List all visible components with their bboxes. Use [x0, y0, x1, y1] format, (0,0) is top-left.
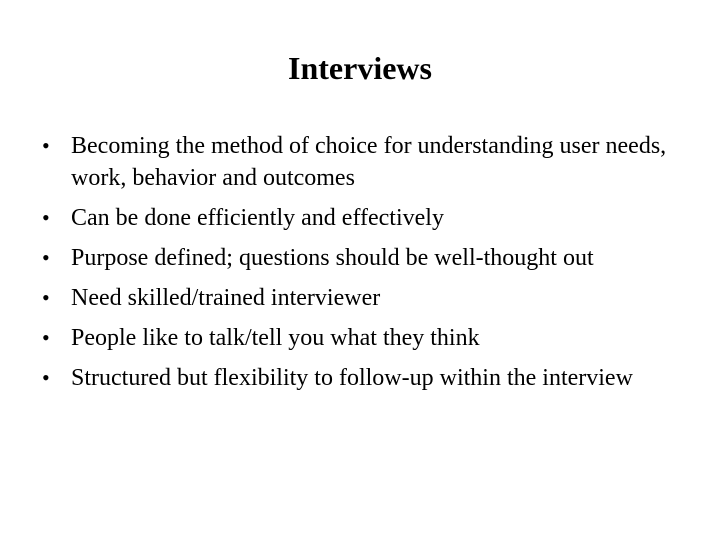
bullet-text: People like to talk/tell you what they think — [71, 325, 480, 351]
bullet-item — [42, 202, 692, 234]
bullet-icon: • — [42, 285, 50, 310]
bullet-item — [42, 282, 692, 314]
bullet-icon: • — [42, 365, 50, 390]
bullet-text: Becoming the method of choice for understanding user needs, work, behavior and outcomes — [71, 133, 667, 191]
bullet-text: Structured but flexibility to follow-up within the interview — [71, 365, 633, 391]
bullet-icon: • — [42, 245, 50, 270]
slide-title — [0, 48, 720, 88]
bullet-text: Need skilled/trained interviewer — [71, 285, 381, 311]
slide-title-text: Interviews — [288, 50, 432, 86]
bullet-item — [42, 130, 692, 194]
bullet-item — [42, 362, 692, 394]
bullet-list — [42, 130, 692, 402]
bullet-text: Can be done efficiently and effectively — [71, 205, 444, 231]
bullet-icon: • — [42, 205, 50, 230]
bullet-item — [42, 242, 692, 274]
bullet-text: Purpose defined; questions should be well-thought out — [71, 245, 594, 271]
bullet-icon: • — [42, 325, 50, 350]
bullet-icon: • — [42, 133, 50, 158]
bullet-item — [42, 322, 692, 354]
